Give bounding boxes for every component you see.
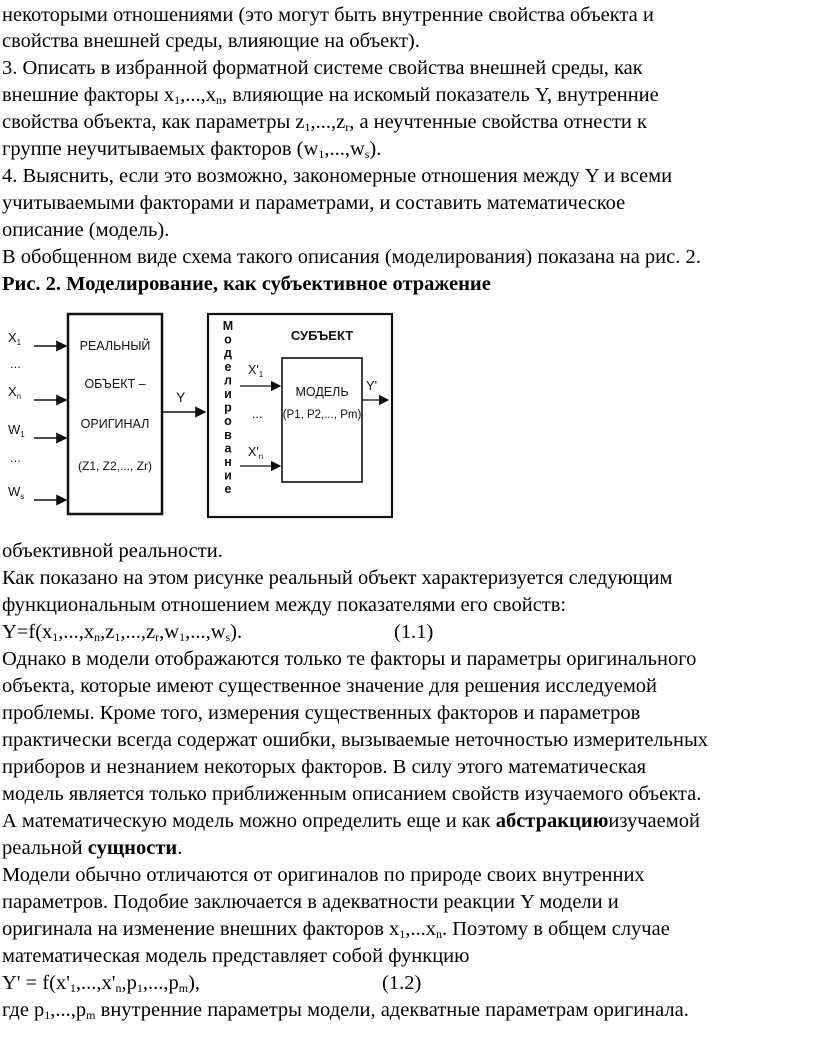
text-line: описание (модель). [2,219,170,241]
model-params: (P1, P2,..., Pm) [282,409,362,421]
modeling-letter: д [224,346,232,361]
text-line: свойства объекта, как параметры $z_1,...,z_r$, а неучтенные свойства отнести к [2,111,647,134]
equation-number: (1.2) [382,972,422,994]
modeling-letter: и [224,468,232,483]
modeling-letter: е [224,359,232,374]
text-line: В обобщенном виде схема такого описания (моделирования) показана на рис. 2. [2,246,701,268]
model-input-xn: $X'_n$ [248,445,264,461]
text-line: параметров. Подобие заключается в адекватности реакции Y модели и [2,891,619,913]
input-dots: ... [10,450,21,465]
input-ws-label: $W_s$ [8,484,25,501]
text-line: объективной реальности. [2,540,223,562]
model-label: МОДЕЛЬ [295,385,349,399]
equation-number: (1.1) [394,621,434,643]
modeling-letter: о [224,414,232,429]
text-line: функциональным отношением между показателями его свойств: [2,594,567,616]
model-input-dots: ... [252,407,263,421]
text-line: где $p_1,...,p_m$ внутренние параметры модели, адекватные параметрам оригинала. [2,999,689,1022]
input-dots: ... [10,356,21,371]
text-line: учитываемыми факторами и параметрами, и составить математическое [2,192,626,214]
figure-caption: Рис. 2. Моделирование, как субъективное отражение [2,273,491,295]
text-line: 4. Выяснить, если это возможно, закономерные отношения между Y и всеми [2,165,673,187]
text-line: Модели обычно отличаются от оригиналов по природе своих внутренних [2,864,645,886]
text-line: объекта, которые имеют существенное значение для решения исследуемой [2,675,658,697]
diagram-svg [2,300,422,525]
modeling-letter: р [224,400,232,415]
text-line: математическая модель представляет собой функцию [2,945,470,967]
modeling-letter: е [224,482,232,497]
modeling-letter: в [224,427,232,442]
modeling-letter: л [224,373,232,388]
real-object-params: (Z1, Z2,..., Zr) [78,459,152,473]
real-object-label: ОРИГИНАЛ [80,417,150,431]
modeling-letter: М [222,319,234,333]
equation-1-1: $Y=f(x_1,...,x_n,z_1,...,z_r,w_1,...,w_s)$. (1.1) [2,621,434,644]
text-line: Как показано на этом рисунке реальный объект характеризуется следующим [2,567,673,589]
bold-term: сущности [87,837,178,859]
text-line: А математическую модель можно определить еще и как абстракциюизучаемой [2,810,700,832]
text-line: свойства внешней среды, влияющие на объект). [2,30,420,52]
modeling-diagram [2,300,422,525]
modeling-letter: о [224,332,232,347]
modeling-letter: и [224,387,232,401]
text-line: модель является только приближенным описанием свойств изучаемого объекта. [2,783,702,805]
text-line: проблемы. Кроме того, измерения существенных факторов и параметров [2,702,641,724]
input-x1-label: $X_1$ [8,330,22,347]
text-line: группе неучитываемых факторов $(w_1,...,w_s)$. [2,138,382,161]
input-xn-label: $X_n$ [8,384,22,401]
input-w1-label: $W_1$ [8,422,25,439]
text-line: некоторыми отношениями (это могут быть внутренние свойства объекта и [2,4,654,26]
y-label: Y [176,389,186,405]
text-line: приборов и незнанием некоторых факторов. В силу этого математическая [2,756,647,778]
modeling-letter: а [224,441,232,456]
modeling-vertical-text [223,319,233,496]
text-line: реальной сущности. [2,837,183,859]
y-prime-label: Y' [366,378,378,393]
real-object-label: РЕАЛЬНЫЙ [79,339,151,353]
bold-term: абстракцию [495,810,609,832]
text-line: 3. Описать в избранной форматной системе свойства внешней среды, как [2,57,643,79]
text-line: внешние факторы $x_1,...,x_n$, влияющие на искомый показатель Y, внутренние [2,84,659,107]
text-line: Однако в модели отображаются только те факторы и параметры оригинального [2,648,697,670]
text-line: оригинала на изменение внешних факторов $x_1,...x_n$. Поэтому в общем случае [2,918,670,941]
model-input-x1: $X'_1$ [248,363,264,379]
subject-label: СУБЪЕКТ [290,328,354,343]
modeling-letter: н [224,455,232,469]
text-line: практически всегда содержат ошибки, вызываемые неточностью измерительных [2,729,708,751]
equation-1-2: $Y' = f(x'_1,...,x'_n,p_1,...,p_m)$, (1.2) [2,972,422,995]
real-object-label: ОБЪЕКТ – [84,377,146,391]
